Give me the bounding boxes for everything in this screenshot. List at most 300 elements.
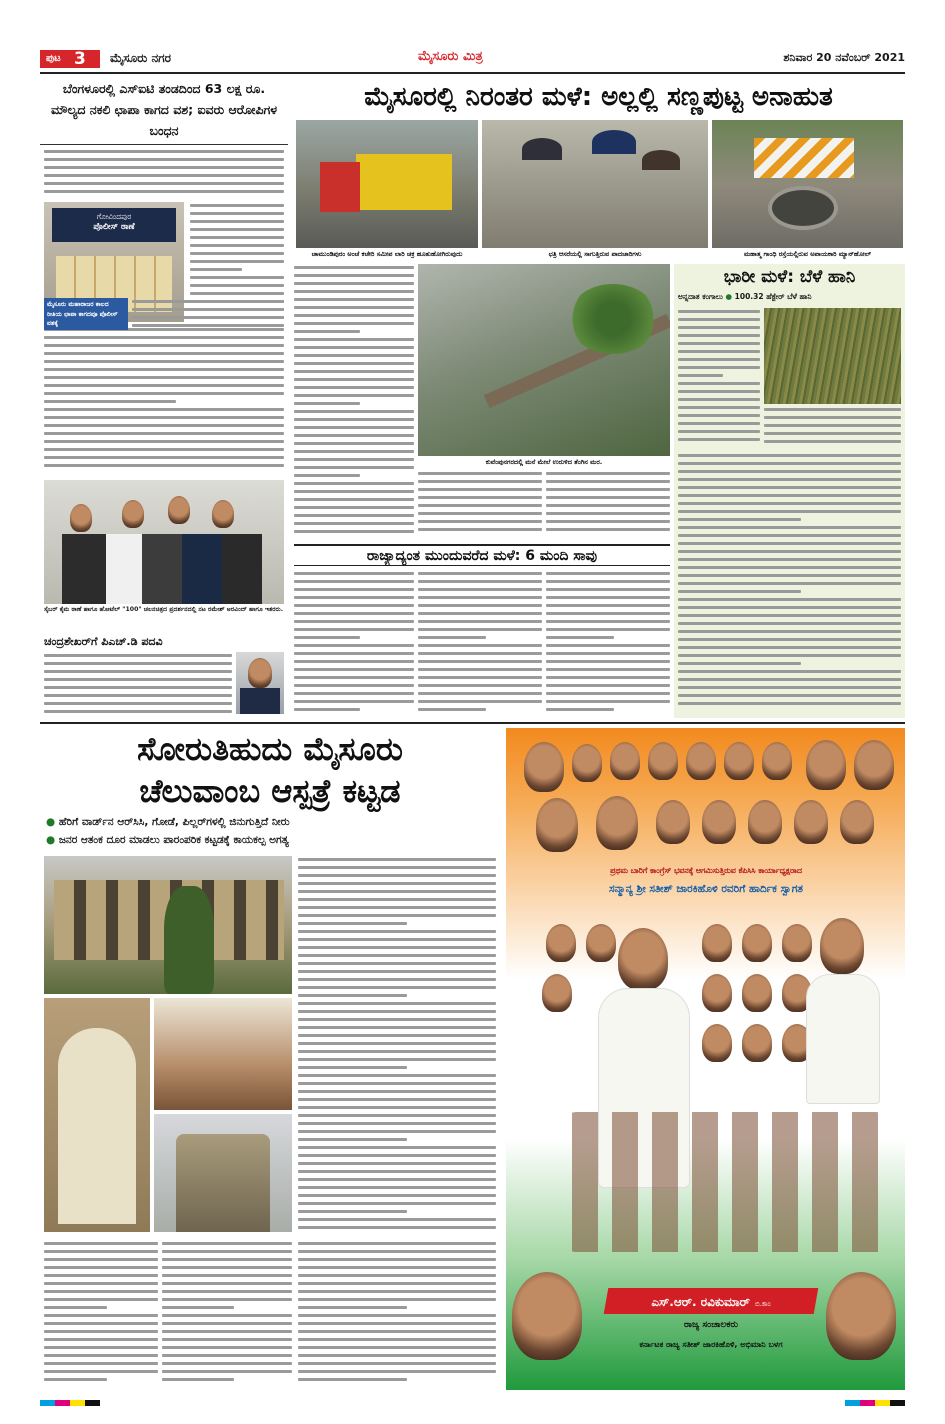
text-line bbox=[162, 1322, 292, 1325]
text-line bbox=[190, 260, 284, 263]
registration-bar-right bbox=[845, 1400, 905, 1406]
text-line bbox=[546, 652, 670, 655]
text-line bbox=[298, 1274, 496, 1277]
text-line bbox=[294, 660, 414, 663]
text-line bbox=[190, 252, 284, 255]
old-door-photo bbox=[44, 998, 150, 1232]
text-line bbox=[546, 588, 670, 591]
text-line bbox=[294, 684, 414, 687]
text-line bbox=[44, 400, 176, 403]
text-line bbox=[162, 1378, 234, 1381]
text-line bbox=[678, 686, 901, 689]
body-text bbox=[546, 570, 670, 718]
text-line bbox=[190, 292, 284, 295]
text-line bbox=[546, 644, 670, 647]
text-line bbox=[190, 212, 284, 215]
text-line bbox=[418, 480, 542, 483]
text-line bbox=[44, 1330, 158, 1333]
text-line bbox=[298, 1282, 496, 1285]
text-line bbox=[418, 488, 542, 491]
text-line bbox=[678, 366, 760, 369]
text-line bbox=[44, 456, 284, 459]
sign-line-1: ಗೋವಿಂದಪುರ bbox=[96, 212, 132, 221]
text-line bbox=[298, 1050, 496, 1053]
text-line bbox=[546, 480, 670, 483]
text-line bbox=[298, 1354, 496, 1357]
text-line bbox=[294, 498, 414, 501]
body-text bbox=[678, 308, 760, 448]
text-line bbox=[162, 1290, 292, 1293]
tower bbox=[176, 1134, 270, 1232]
text-line bbox=[298, 1074, 496, 1077]
text-line bbox=[418, 520, 542, 523]
text-line bbox=[678, 318, 760, 321]
text-line bbox=[294, 322, 414, 325]
text-line bbox=[546, 512, 670, 515]
supporter-face bbox=[742, 924, 772, 962]
text-line bbox=[190, 284, 284, 287]
text-line bbox=[162, 1338, 292, 1341]
text-line bbox=[298, 1346, 496, 1349]
text-line bbox=[190, 236, 284, 239]
text-line bbox=[678, 462, 901, 465]
body-text bbox=[678, 452, 901, 714]
text-line bbox=[44, 678, 232, 681]
text-line bbox=[418, 684, 542, 687]
text-line bbox=[44, 408, 284, 411]
text-line bbox=[298, 1138, 407, 1141]
text-line bbox=[298, 1122, 496, 1125]
text-line bbox=[678, 654, 901, 657]
text-line bbox=[44, 392, 284, 395]
hospital-story bbox=[40, 728, 500, 1388]
text-line bbox=[132, 316, 284, 319]
leader-face bbox=[648, 742, 678, 780]
crop-sub-right: 100.32 ಹೆಕ್ಟೇರ್ ಬೆಳೆ ಹಾನಿ bbox=[734, 292, 812, 301]
text-line bbox=[678, 598, 901, 601]
supporter-face bbox=[742, 1024, 772, 1062]
text-line bbox=[162, 1314, 292, 1317]
text-line bbox=[678, 534, 901, 537]
text-line bbox=[678, 502, 901, 505]
text-line bbox=[44, 694, 232, 697]
text-line bbox=[298, 1130, 496, 1133]
sponsor-org: ಕರ್ನಾಟಕ ರಾಜ್ಯ ಸತೀಶ್ ಜಾರಕಿಹೊಳಿ, ಅಭಿಮಾನಿ ಬಳಗ bbox=[639, 1340, 783, 1349]
second-leader-face bbox=[820, 918, 864, 974]
text-line bbox=[546, 528, 670, 531]
fake-stamp-headline: ಬೆಂಗಳೂರಲ್ಲಿ ಎಸ್‌ಐಟಿ ತಂಡದಿಂದ 63 ಲಕ್ಷ ರೂ. ಮೌಲ್ಯದ ನಕಲಿ ಛಾಪಾ ಕಾಗದ ವಶ; ಐವರು ಆರೋಪಿಗಳ ಬಂಧನ bbox=[50, 81, 278, 138]
text-line bbox=[190, 204, 284, 207]
leader-face bbox=[702, 800, 736, 844]
text-line bbox=[294, 580, 414, 583]
text-line bbox=[418, 628, 542, 631]
text-line bbox=[546, 520, 670, 523]
text-line bbox=[678, 398, 760, 401]
text-line bbox=[298, 1250, 496, 1253]
text-line bbox=[294, 290, 414, 293]
appointment-headline: ಚಂದ್ರಶೇಖರ್‌ಗೆ ಪಿಎಚ್.ಡಿ ಪದವಿ bbox=[44, 635, 163, 648]
text-line bbox=[298, 1170, 496, 1173]
central-leader-face bbox=[618, 928, 668, 990]
text-line bbox=[546, 660, 670, 663]
text-line bbox=[190, 276, 284, 279]
text-line bbox=[294, 506, 414, 509]
text-line bbox=[190, 220, 284, 223]
text-line bbox=[298, 1210, 407, 1213]
text-line bbox=[298, 1002, 496, 1005]
text-line bbox=[298, 1298, 496, 1301]
text-line bbox=[190, 244, 284, 247]
text-line bbox=[294, 394, 414, 397]
text-line bbox=[546, 596, 670, 599]
leader-face bbox=[762, 742, 792, 780]
text-line bbox=[298, 978, 496, 981]
text-line bbox=[298, 954, 496, 957]
text-line bbox=[546, 684, 670, 687]
film-event-photo bbox=[44, 480, 284, 604]
text-line bbox=[298, 898, 496, 901]
body-text bbox=[418, 470, 542, 540]
text-line bbox=[298, 1106, 496, 1109]
text-line bbox=[190, 228, 284, 231]
text-line bbox=[298, 866, 496, 869]
text-line bbox=[294, 466, 414, 469]
text-line bbox=[162, 1258, 292, 1261]
text-line bbox=[418, 676, 542, 679]
text-line bbox=[418, 528, 542, 531]
text-line bbox=[678, 518, 801, 521]
text-line bbox=[678, 486, 901, 489]
text-line bbox=[298, 1226, 496, 1229]
second-leader-body bbox=[806, 974, 880, 1104]
text-line bbox=[546, 472, 670, 475]
text-line bbox=[44, 1370, 158, 1373]
text-line bbox=[162, 1354, 292, 1357]
text-line bbox=[298, 1362, 496, 1365]
text-line bbox=[678, 606, 901, 609]
text-line bbox=[294, 708, 360, 711]
text-line bbox=[132, 300, 284, 303]
text-line bbox=[678, 494, 901, 497]
person-4 bbox=[212, 500, 234, 528]
text-line bbox=[298, 1194, 496, 1197]
body-text bbox=[44, 148, 284, 198]
text-line bbox=[546, 708, 614, 711]
text-line bbox=[298, 1154, 496, 1157]
text-line bbox=[678, 358, 760, 361]
text-line bbox=[678, 438, 760, 441]
text-line bbox=[298, 1242, 496, 1245]
text-line bbox=[418, 604, 542, 607]
supporters-strip bbox=[566, 1112, 886, 1252]
text-line bbox=[678, 382, 760, 385]
text-line bbox=[678, 414, 760, 417]
text-line bbox=[44, 166, 284, 169]
text-line bbox=[298, 962, 496, 965]
text-line bbox=[294, 620, 414, 623]
text-line bbox=[418, 504, 542, 507]
text-line bbox=[678, 342, 760, 345]
text-line bbox=[44, 376, 284, 379]
text-line bbox=[678, 334, 760, 337]
text-line bbox=[418, 596, 542, 599]
leader-face bbox=[610, 742, 640, 780]
text-line bbox=[678, 542, 901, 545]
bullet-text: ಜನರ ಆತಂಕ ದೂರ ಮಾಡಲು ಪಾರಂಪರಿಕ ಕಟ್ಟಡಕ್ಕೆ ಕಾಯಕಲ್ಪ ಅಗತ್ಯ bbox=[58, 834, 289, 846]
sponsor-title: ರಾಜ್ಯ ಸಂಚಾಲಕರು bbox=[684, 1320, 738, 1330]
text-line bbox=[44, 1378, 107, 1381]
text-line bbox=[546, 604, 670, 607]
text-line bbox=[44, 1298, 158, 1301]
text-line bbox=[294, 604, 414, 607]
text-line bbox=[298, 1146, 496, 1149]
text-line bbox=[678, 646, 901, 649]
text-line bbox=[678, 678, 901, 681]
body-text bbox=[44, 652, 232, 716]
leader-face bbox=[656, 800, 690, 844]
page-number-badge bbox=[40, 50, 100, 68]
text-line bbox=[44, 1354, 158, 1357]
text-line bbox=[678, 566, 901, 569]
text-line bbox=[294, 306, 414, 309]
text-line bbox=[44, 440, 284, 443]
text-line bbox=[546, 488, 670, 491]
statewide-headline-bar bbox=[294, 544, 670, 566]
text-line bbox=[678, 374, 723, 377]
text-line bbox=[44, 424, 284, 427]
text-line bbox=[294, 386, 414, 389]
text-line bbox=[294, 490, 414, 493]
text-line bbox=[678, 510, 901, 513]
text-line bbox=[418, 700, 542, 703]
text-line bbox=[298, 1162, 496, 1165]
text-line bbox=[44, 710, 232, 713]
supporter-face bbox=[702, 974, 732, 1012]
body-text bbox=[162, 1240, 292, 1386]
text-line bbox=[418, 580, 542, 583]
fallen-tree-photo bbox=[418, 264, 670, 456]
people-bodies bbox=[62, 534, 262, 604]
issue-date: ಶನಿವಾರ 20 ನವೆಂಬರ್ 2021 bbox=[783, 51, 905, 64]
text-line bbox=[44, 368, 284, 371]
fake-stamp-story bbox=[40, 76, 288, 474]
leader-face bbox=[748, 800, 782, 844]
text-line bbox=[44, 670, 232, 673]
text-line bbox=[546, 636, 614, 639]
text-line bbox=[162, 1282, 292, 1285]
text-line bbox=[44, 1242, 158, 1245]
text-line bbox=[678, 430, 760, 433]
text-line bbox=[294, 628, 414, 631]
text-line bbox=[44, 384, 284, 387]
text-line bbox=[294, 426, 414, 429]
text-line bbox=[294, 482, 414, 485]
text-line bbox=[298, 1314, 496, 1317]
text-line bbox=[298, 1178, 496, 1181]
leader-face bbox=[572, 744, 602, 782]
text-line bbox=[678, 326, 760, 329]
text-line bbox=[294, 266, 414, 269]
text-line bbox=[298, 1034, 496, 1037]
supporter-face bbox=[542, 974, 572, 1012]
text-line bbox=[294, 522, 414, 525]
person-3 bbox=[168, 496, 190, 524]
text-line bbox=[678, 478, 901, 481]
text-line bbox=[162, 1306, 234, 1309]
leader-face bbox=[806, 740, 846, 790]
header-rule bbox=[40, 72, 905, 74]
supporter-face bbox=[546, 924, 576, 962]
body-text bbox=[418, 570, 542, 718]
damaged-crop-photo bbox=[764, 308, 901, 404]
palm-fronds bbox=[568, 284, 658, 354]
sponsor-name: ಎಸ್.ಆರ್. ರವಿಕುಮಾರ್ bbox=[651, 1295, 750, 1309]
text-line bbox=[546, 612, 670, 615]
text-line bbox=[44, 702, 232, 705]
welcome-line-1: ಪ್ರಥಮ ಬಾರಿಗೆ ಕಾಂಗ್ರೆಸ್ ಭವನಕ್ಕೆ ಆಗಮಿಸುತ್ತಿರುವ ಕೆಪಿಸಿಸಿ ಕಾರ್ಯಾಧ್ಯಕ್ಷರಾದ bbox=[610, 866, 802, 875]
body-text bbox=[294, 570, 414, 718]
text-line bbox=[546, 668, 670, 671]
corridor-photo bbox=[154, 998, 292, 1110]
text-line bbox=[298, 882, 496, 885]
body-text bbox=[132, 298, 284, 332]
lorry-caption: ಚಾಮುಂಡಿಪುರಂ ಅಂಚೆ ಕಚೇರಿ ಸಮೀಪ ಲಾರಿ ಚಕ್ರ ಹೂತುಹೋಗಿರುವುದು bbox=[311, 250, 463, 258]
text-line bbox=[546, 504, 670, 507]
text-line bbox=[298, 1058, 496, 1061]
text-line bbox=[764, 432, 901, 435]
text-line bbox=[294, 636, 360, 639]
text-line bbox=[294, 402, 360, 405]
umbrella-3 bbox=[642, 150, 680, 170]
text-line bbox=[44, 190, 284, 193]
leader-face bbox=[794, 800, 828, 844]
body-text bbox=[764, 406, 901, 448]
text-line bbox=[678, 470, 901, 473]
text-line bbox=[678, 694, 901, 697]
text-line bbox=[678, 350, 760, 353]
text-line bbox=[294, 274, 414, 277]
text-line bbox=[418, 668, 542, 671]
text-line bbox=[418, 708, 486, 711]
umbrella-photo bbox=[482, 120, 708, 248]
text-line bbox=[764, 408, 901, 411]
text-line bbox=[162, 1298, 292, 1301]
text-line bbox=[298, 1018, 496, 1021]
umbrella-2 bbox=[592, 130, 636, 154]
text-line bbox=[298, 1186, 496, 1189]
welcome-banner bbox=[526, 864, 886, 912]
supporter-face bbox=[742, 974, 772, 1012]
text-line bbox=[44, 654, 232, 657]
text-line bbox=[678, 574, 901, 577]
text-line bbox=[418, 572, 542, 575]
text-line bbox=[678, 526, 901, 529]
text-line bbox=[44, 1250, 158, 1253]
text-line bbox=[44, 1258, 158, 1261]
text-line bbox=[44, 1282, 158, 1285]
text-line bbox=[546, 692, 670, 695]
text-line bbox=[298, 1330, 496, 1333]
text-line bbox=[678, 670, 901, 673]
supporter-face bbox=[702, 1024, 732, 1062]
text-line bbox=[294, 354, 414, 357]
text-line bbox=[294, 330, 360, 333]
garden-tree bbox=[164, 886, 214, 994]
appointee-face bbox=[248, 658, 272, 688]
text-line bbox=[44, 1274, 158, 1277]
text-line bbox=[44, 158, 284, 161]
text-line bbox=[294, 612, 414, 615]
leader-face bbox=[840, 800, 874, 844]
text-line bbox=[294, 298, 414, 301]
hospital-headline-2: ಚೆಲುವಾಂಬ ಆಸ್ಪತ್ರೆ ಕಟ್ಟಡ bbox=[139, 772, 401, 810]
text-line bbox=[44, 336, 284, 339]
text-line bbox=[294, 314, 414, 317]
body-text bbox=[298, 856, 496, 1236]
police-station-sign bbox=[52, 208, 176, 242]
hospital-bullet-2 bbox=[46, 834, 496, 850]
text-line bbox=[162, 1242, 292, 1245]
text-line bbox=[294, 700, 414, 703]
text-line bbox=[546, 628, 670, 631]
text-line bbox=[418, 660, 542, 663]
body-text bbox=[294, 264, 414, 540]
text-line bbox=[418, 644, 542, 647]
text-line bbox=[294, 442, 414, 445]
congress-advertisement bbox=[506, 728, 905, 1390]
supporter-face bbox=[586, 924, 616, 962]
hospital-headline-1: ಸೋರುತಿಹುದು ಮೈಸೂರು bbox=[137, 730, 403, 768]
text-line bbox=[764, 416, 901, 419]
text-line bbox=[546, 676, 670, 679]
text-line bbox=[678, 550, 901, 553]
text-line bbox=[294, 514, 414, 517]
leader-face bbox=[724, 742, 754, 780]
appointment-story bbox=[40, 632, 288, 718]
tree-caption: ಕುವೆಂಪುನಗರದಲ್ಲಿ ಮನೆ ಮೇಲೆ ಉರುಳಿದ ತೆಂಗಿನ ಮರ. bbox=[485, 458, 603, 466]
umbrella-caption: ಛತ್ರಿ ಆಸರೆಯಲ್ಲಿ ಸಾಗುತ್ತಿರುವ ಪಾದಚಾರಿಗಳು bbox=[548, 250, 642, 258]
text-line bbox=[294, 668, 414, 671]
umbrella-1 bbox=[522, 138, 562, 160]
text-line bbox=[678, 622, 901, 625]
leader-face bbox=[596, 796, 638, 850]
crop-loss-headline: ಭಾರೀ ಮಳೆ: ಬೆಳೆ ಹಾನಿ bbox=[723, 267, 856, 287]
text-line bbox=[764, 440, 901, 443]
text-line bbox=[298, 1378, 407, 1381]
appointee-photo bbox=[236, 652, 284, 714]
text-line bbox=[298, 1290, 496, 1293]
text-line bbox=[162, 1370, 292, 1373]
leader-face bbox=[524, 742, 564, 792]
leader-face bbox=[686, 742, 716, 780]
text-line bbox=[298, 1202, 496, 1205]
text-line bbox=[294, 418, 414, 421]
hospital-bullet-1 bbox=[46, 816, 496, 832]
text-line bbox=[44, 1266, 158, 1269]
text-line bbox=[298, 970, 496, 973]
text-line bbox=[294, 676, 414, 679]
sign-line-2: ಪೊಲೀಸ್ ಠಾಣೆ bbox=[93, 222, 135, 232]
text-line bbox=[678, 638, 901, 641]
text-line bbox=[162, 1346, 292, 1349]
text-line bbox=[298, 938, 496, 941]
manhole-caption: ಮಹಾತ್ಮ ಗಾಂಧಿ ರಸ್ತೆಯಲ್ಲಿರುವ ಅಪಾಯಕಾರಿ ಮ್ಯಾನ್‌ಹೋಲ್ bbox=[743, 250, 872, 258]
section-title: ಮೈಸೂರು ನಗರ bbox=[110, 51, 172, 65]
text-line bbox=[44, 686, 232, 689]
text-line bbox=[298, 1218, 496, 1221]
text-line bbox=[298, 1370, 496, 1373]
sponsor-face-right bbox=[826, 1272, 896, 1360]
